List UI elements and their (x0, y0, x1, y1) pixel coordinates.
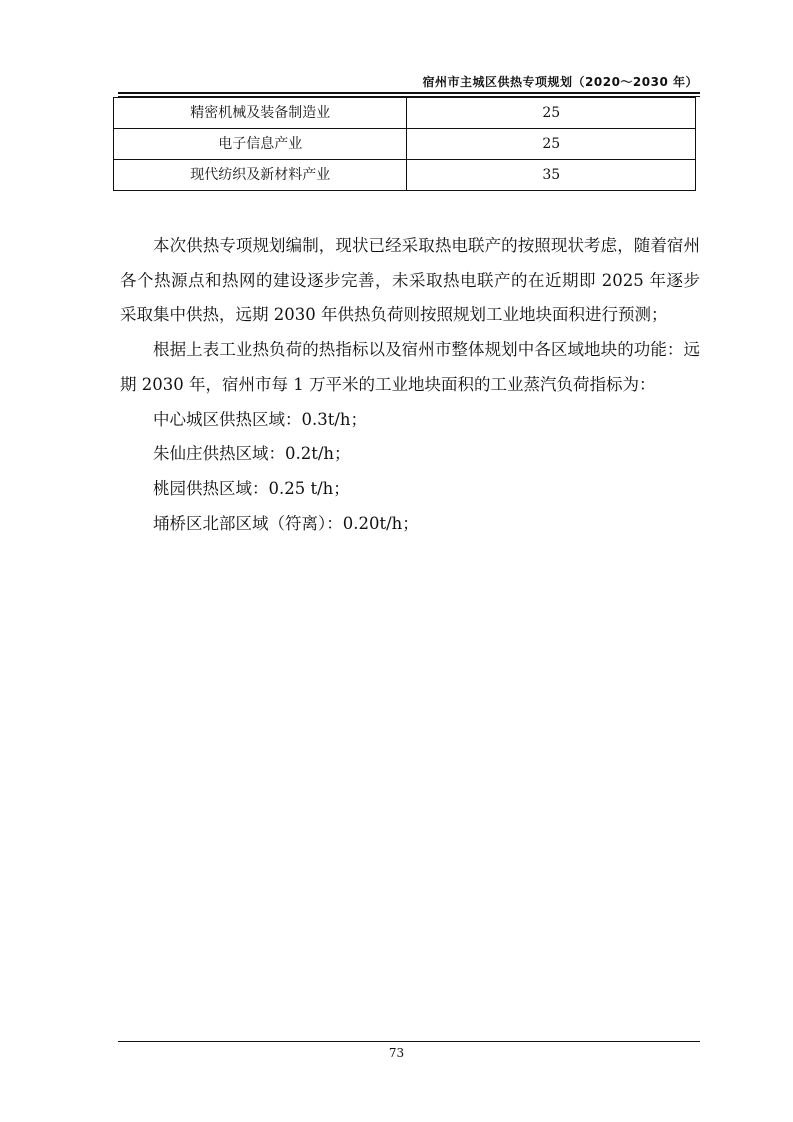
list-item: 朱仙庄供热区域：0.2t/h； (153, 444, 351, 464)
industry-cell: 电子信息产业 (114, 129, 407, 160)
footer-rule (118, 1041, 700, 1042)
list-item: 中心城区供热区域：0.3t/h； (153, 409, 368, 429)
value-cell: 25 (407, 129, 696, 160)
table-row (114, 129, 696, 160)
value-cell: 35 (407, 160, 696, 191)
industry-cell: 精密机械及装备制造业 (114, 98, 407, 129)
table-row (114, 98, 696, 129)
body-text (120, 229, 700, 541)
document-title: 宿州市主城区供热专项规划（2020～2030 年） (422, 75, 698, 89)
paragraph: 本次供热专项规划编制，现状已经采取热电联产的按照现状考虑，随着宿州各个热源点和热网的建设逐步完善，未采取热电联产的在近期即 2025 年逐步采取集中供热，远期 2030 年供热负荷则按照规划工业地块面积进行预测； (120, 236, 700, 325)
page-number: 73 (388, 1046, 405, 1060)
list-item: 埇桥区北部区域（符离）：0.20t/h； (153, 513, 419, 533)
header-rule (118, 92, 700, 94)
industry-cell: 现代纺织及新材料产业 (114, 160, 407, 191)
list-item: 桃园供热区域：0.25 t/h； (153, 478, 350, 498)
page-header (118, 74, 700, 98)
paragraph: 根据上表工业热负荷的热指标以及宿州市整体规划中各区域地块的功能：远期 2030 年，宿州市每 1 万平米的工业地块面积的工业蒸汽负荷指标为： (120, 340, 700, 394)
table-row (114, 160, 696, 191)
heat-index-table (113, 97, 696, 191)
value-cell: 25 (407, 98, 696, 129)
